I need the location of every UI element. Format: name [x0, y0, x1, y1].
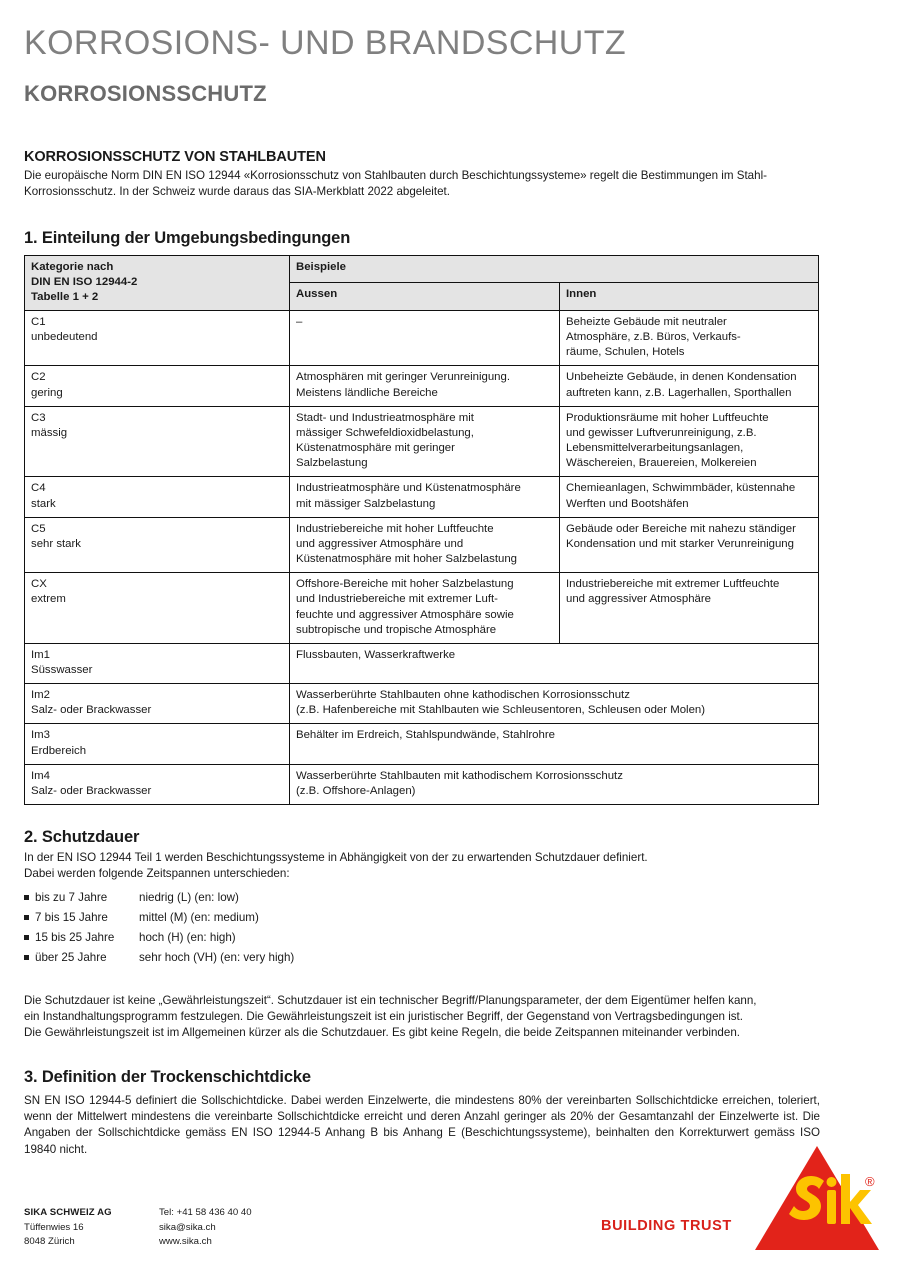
header-cell-innen: Innen — [560, 283, 819, 311]
duration-label: mittel (M) (en: medium) — [139, 910, 259, 924]
square-bullet-icon — [24, 915, 29, 920]
cell-category — [25, 684, 290, 724]
cell-aussen-line: Stadt- und Industrieatmosphäre mit — [296, 411, 474, 424]
cell-category — [25, 643, 290, 683]
cell-examples-merged — [290, 684, 819, 724]
category-code: C4 — [31, 482, 46, 495]
cell-examples-merged-line: Flussbauten, Wasserkraftwerke — [296, 648, 456, 661]
footer-email[interactable]: sika@sika.ch — [159, 1221, 216, 1233]
cell-aussen-line: Atmosphären mit geringer Verunreinigung. — [296, 371, 511, 384]
registered-trademark-symbol: ® — [865, 1174, 875, 1189]
cell-aussen-line: Küstenatmosphäre mit hoher Salzbelastung — [296, 553, 517, 566]
square-bullet-icon — [24, 955, 29, 960]
cell-examples-merged-line: Wasserberührte Stahlbauten mit kathodischem Korrosionsschutz — [296, 769, 623, 782]
category-code: C2 — [31, 371, 46, 384]
header-cell-category — [25, 255, 290, 310]
section3-heading: 3. Definition der Trockenschichtdicke — [24, 1067, 311, 1086]
category-description: Erdbereich — [31, 744, 87, 757]
cell-innen-line: Gebäude oder Bereiche mit nahezu ständiger — [566, 522, 796, 535]
cell-aussen — [290, 366, 560, 406]
cell-category — [25, 366, 290, 406]
cell-innen-line: Lebensmittelverarbeitungsanlagen, — [566, 442, 744, 455]
footer-contact — [159, 1206, 369, 1250]
section2-intro-line2: Dabei werden folgende Zeitspannen unterschieden: — [24, 867, 290, 881]
cell-category — [25, 724, 290, 764]
cell-examples-merged — [290, 643, 819, 683]
category-code: Im3 — [31, 729, 50, 742]
category-description: Süsswasser — [31, 663, 93, 676]
sika-logo — [753, 1142, 881, 1254]
cell-innen-line: und aggressiver Atmosphäre — [566, 593, 711, 606]
cell-innen-line: Kondensation und mit starker Verunreinigung — [566, 537, 794, 550]
cell-examples-merged — [290, 724, 819, 764]
header-category-line1: Kategorie nach — [31, 260, 114, 273]
header-category-line2: DIN EN ISO 12944-2 — [31, 275, 138, 288]
table-body — [25, 311, 819, 805]
cell-category — [25, 477, 290, 517]
page-footer — [24, 1134, 881, 1254]
cell-innen-line: Industriebereiche mit extremer Luftfeuchte — [566, 578, 780, 591]
intro-paragraph: Die europäische Norm DIN EN ISO 12944 «Korrosionsschutz von Stahlbauten durch Beschichtungssysteme» regelt die Bestimmungen im Stahl-Korrosionsschutz. In der Schweiz wurde daraus das SIA-Merkblatt 2022 abgeleitet. — [24, 168, 768, 198]
square-bullet-icon — [24, 895, 29, 900]
cell-aussen — [290, 311, 560, 366]
cell-examples-merged — [290, 764, 819, 804]
category-description: mässig — [31, 426, 68, 439]
table-row — [25, 684, 819, 724]
duration-range: 15 bis 25 Jahre — [35, 930, 115, 944]
table-row — [25, 517, 819, 572]
section2-note-line2: ein Instandhaltungsprogramm festzulegen. Die Gewährleistungszeit ist ein juristischer Begriff, der Gegenstand von Vertragsbedingungen ist. — [24, 1010, 744, 1023]
cell-innen-line: Unbeheizte Gebäude, in denen Kondensation — [566, 371, 797, 384]
cell-category — [25, 573, 290, 644]
category-description: stark — [31, 497, 56, 510]
table-row — [25, 643, 819, 683]
section2-intro-line1: In der EN ISO 12944 Teil 1 werden Beschichtungssysteme in Abhängigkeit von der zu erwartenden Schutzdauer definiert. — [24, 851, 648, 865]
table-row — [25, 366, 819, 406]
cell-aussen-line: Meistens ländliche Bereiche — [296, 386, 438, 399]
cell-aussen-line: Küstenatmosphäre mit geringer — [296, 442, 455, 455]
footer-website[interactable]: www.sika.ch — [159, 1236, 212, 1248]
cell-examples-merged-line: Wasserberührte Stahlbauten ohne kathodischen Korrosionsschutz — [296, 689, 630, 702]
intro-heading: KORROSIONSSCHUTZ VON STAHLBAUTEN — [24, 148, 326, 165]
category-code: C3 — [31, 411, 46, 424]
table-row — [25, 724, 819, 764]
category-code: Im1 — [31, 648, 50, 661]
cell-innen-line: auftreten kann, z.B. Lagerhallen, Sporthallen — [566, 386, 792, 399]
footer-address — [24, 1206, 369, 1250]
cell-innen — [560, 517, 819, 572]
footer-company: SIKA SCHWEIZ AG — [24, 1207, 112, 1219]
category-description: Salz- oder Brackwasser — [31, 784, 152, 797]
duration-label: sehr hoch (VH) (en: very high) — [139, 950, 295, 964]
cell-aussen-line: mit mässiger Salzbelastung — [296, 497, 436, 510]
footer-phone: Tel: +41 58 436 40 40 — [159, 1207, 252, 1219]
cell-innen-line: Produktionsräume mit hoher Luftfeuchte — [566, 411, 769, 424]
duration-range: 7 bis 15 Jahre — [35, 910, 108, 924]
durations-list — [24, 888, 820, 968]
cell-aussen-line: – — [296, 316, 303, 328]
cell-innen — [560, 477, 819, 517]
duration-range: über 25 Jahre — [35, 950, 107, 964]
cell-category — [25, 764, 290, 804]
cell-aussen-line: und Industriebereiche mit extremer Luft- — [296, 593, 498, 606]
cell-category — [25, 517, 290, 572]
cell-innen-line: räume, Schulen, Hotels — [566, 346, 685, 359]
table-header-row-1 — [25, 255, 819, 283]
cell-category — [25, 311, 290, 366]
category-code: Im2 — [31, 689, 50, 702]
table-row — [25, 764, 819, 804]
header-category-line3: Tabelle 1 + 2 — [31, 290, 99, 303]
cell-innen — [560, 573, 819, 644]
cell-innen — [560, 366, 819, 406]
cell-aussen-line: Industriebereiche mit hoher Luftfeuchte — [296, 522, 494, 535]
footer-address-left — [24, 1206, 159, 1250]
duration-item — [24, 908, 820, 928]
document-title: KORROSIONS- UND BRANDSCHUTZ — [24, 24, 627, 62]
table-row — [25, 406, 819, 477]
cell-aussen — [290, 573, 560, 644]
environment-categories-table — [24, 255, 819, 806]
header-cell-aussen: Aussen — [290, 283, 560, 311]
cell-innen-line: Werften und Bootshäfen — [566, 497, 689, 510]
cell-examples-merged-line: (z.B. Offshore-Anlagen) — [296, 784, 416, 797]
duration-item — [24, 888, 820, 908]
cell-aussen — [290, 406, 560, 477]
cell-aussen-line: subtropische und tropische Atmosphäre — [296, 623, 497, 636]
category-code: CX — [31, 578, 47, 591]
category-code: Im4 — [31, 769, 50, 782]
brand-tagline: BUILDING TRUST — [601, 1218, 732, 1234]
cell-innen-line: Wäschereien, Brauereien, Molkereien — [566, 457, 757, 470]
cell-innen-line: und gewisser Luftverunreinigung, z.B. — [566, 426, 757, 439]
category-code: C5 — [31, 522, 46, 535]
table-row — [25, 573, 819, 644]
footer-street: Tüffenwies 16 — [24, 1221, 84, 1233]
header-cell-examples: Beispiele — [290, 255, 819, 283]
cell-aussen-line: mässiger Schwefeldioxidbelastung, — [296, 426, 474, 439]
category-description: unbedeutend — [31, 331, 98, 344]
cell-aussen-line: Salzbelastung — [296, 457, 368, 470]
cell-aussen — [290, 477, 560, 517]
footer-city: 8048 Zürich — [24, 1236, 75, 1248]
cell-examples-merged-line: (z.B. Hafenbereiche mit Stahlbauten wie Schleusentoren, Schleusen oder Molen) — [296, 704, 706, 717]
category-description: gering — [31, 386, 63, 399]
section2-note-line3: Die Gewährleistungszeit ist im Allgemeinen kürzer als die Schutzdauer. Es gibt keine Regeln, die beide Zeitspannen miteinander verbinden. — [24, 1025, 740, 1039]
section1-heading: 1. Einteilung der Umgebungsbedingungen — [24, 228, 351, 247]
cell-aussen-line: Offshore-Bereiche mit hoher Salzbelastung — [296, 578, 514, 591]
cell-aussen — [290, 517, 560, 572]
cell-aussen-line: feuchte und aggressiver Atmosphäre sowie — [296, 608, 514, 621]
document-subtitle: KORROSIONSSCHUTZ — [24, 80, 267, 106]
category-code: C1 — [31, 316, 46, 328]
cell-examples-merged-line: Behälter im Erdreich, Stahlspundwände, Stahlrohre — [296, 729, 555, 742]
cell-innen-line: Chemieanlagen, Schwimmbäder, küstennahe — [566, 482, 796, 495]
category-description: Salz- oder Brackwasser — [31, 704, 152, 717]
cell-innen-line: Atmosphäre, z.B. Büros, Verkaufs- — [566, 331, 741, 344]
duration-label: niedrig (L) (en: low) — [139, 891, 239, 905]
category-description: sehr stark — [31, 537, 82, 550]
cell-aussen-line: Industrieatmosphäre und Küstenatmosphäre — [296, 482, 521, 495]
duration-item — [24, 928, 820, 948]
cell-innen-line: Beheizte Gebäude mit neutraler — [566, 316, 727, 328]
cell-innen — [560, 406, 819, 477]
page-content — [24, 0, 820, 1158]
section2-note-line1: Die Schutzdauer ist keine „Gewährleistungszeit“. Schutzdauer ist ein technischer Begriff/Planungsparameter, der dem Eigentümer helfen kann, — [24, 993, 757, 1007]
section2-heading: 2. Schutzdauer — [24, 828, 140, 847]
category-description: extrem — [31, 593, 66, 606]
section3-paragraph: SN EN ISO 12944-5 definiert die Sollschichtdicke. Dabei werden Einzelwerte, die mindestens 80% der vereinbarten Sollschichtdicke erreichen, toleriert, wenn der Mittelwert mindestens die vereinbarte Sollschichtdicke erreicht und deren Anzahl geringer als 20% der Gesamtanzahl der Einzelwerte ist. Die Angaben der Sollschichtdicke gemäss EN ISO 12944-5 Anhang B bis Anhang E (Beschichtungssysteme), beinhalten den Korrekturwert gemäss ISO 19840 nicht. — [24, 1093, 820, 1156]
cell-aussen-line: und aggressiver Atmosphäre und — [296, 537, 464, 550]
duration-label: hoch (H) (en: high) — [139, 930, 236, 944]
duration-range: bis zu 7 Jahre — [35, 891, 108, 905]
cell-category — [25, 406, 290, 477]
cell-innen — [560, 311, 819, 366]
table-row — [25, 311, 819, 366]
table-row — [25, 477, 819, 517]
square-bullet-icon — [24, 935, 29, 940]
duration-item — [24, 948, 820, 968]
